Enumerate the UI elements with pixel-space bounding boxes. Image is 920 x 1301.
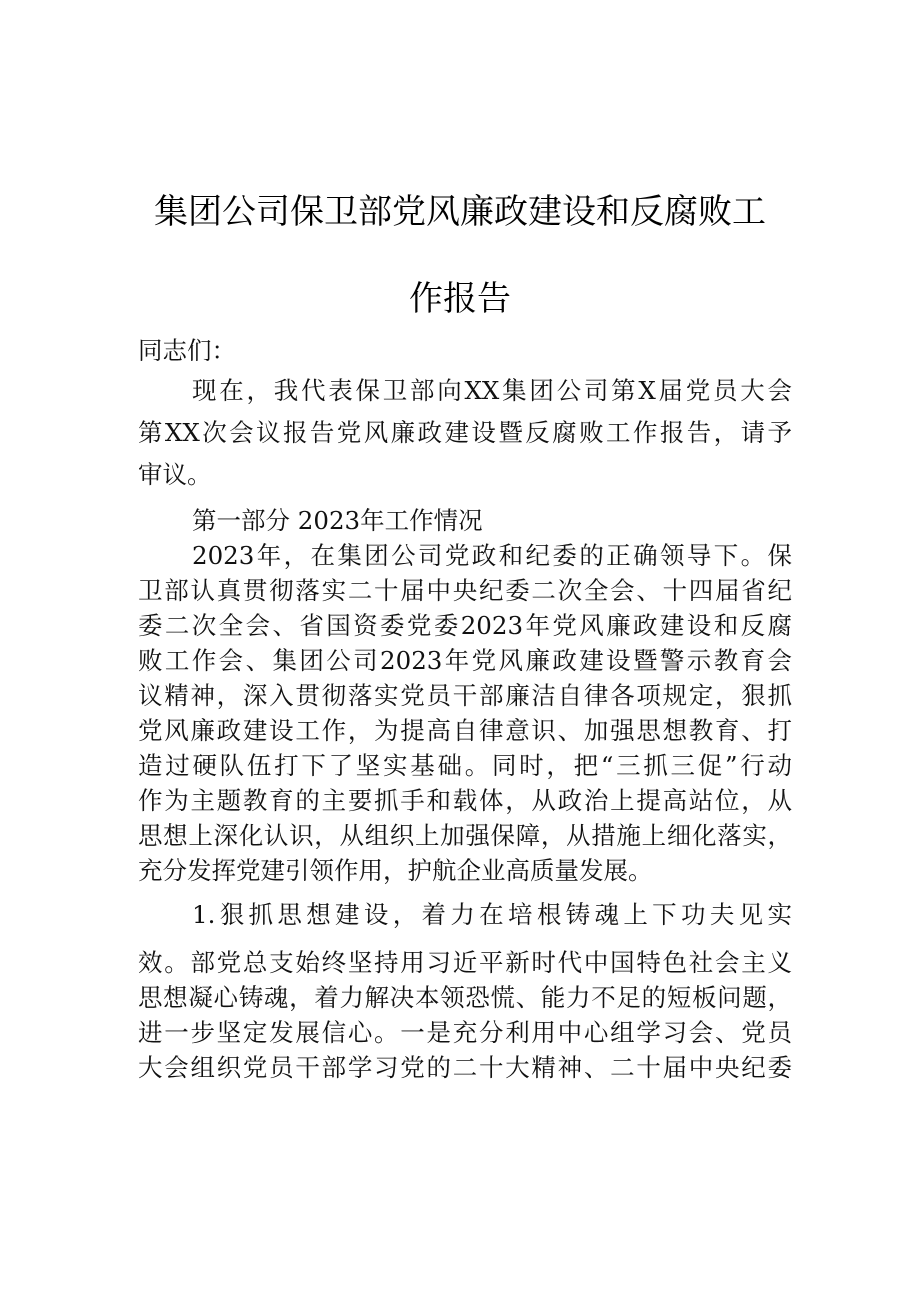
section-paragraph-line: 党风廉政建设工作，为提高自律意识、加强思想教育、打	[138, 716, 792, 745]
section-paragraph-line: 充分发挥党建引领作用，护航企业高质量发展。	[138, 856, 653, 885]
salutation: 同志们：	[138, 336, 236, 365]
document-title-line-1: 集团公司保卫部党风廉政建设和反腐败工	[154, 192, 766, 232]
section-paragraph-line: 议精神，深入贯彻落实党员干部廉洁自律各项规定，狠抓	[138, 681, 792, 710]
intro-line: 审议。	[138, 460, 212, 489]
section-paragraph-line: 2023年，在集团公司党政和纪委的正确领导下。保	[192, 541, 792, 570]
section-paragraph-line: 思想上深化认识，从组织上加强保障，从措施上细化落实，	[138, 821, 792, 850]
item-1-paragraph-line: 进一步坚定发展信心。一是充分利用中心组学习会、党员	[138, 1018, 792, 1047]
document-title-line-2: 作报告	[409, 279, 511, 319]
item-1-paragraph-line: 效。部党总支始终坚持用习近平新时代中国特色社会主义	[138, 948, 792, 977]
section-heading: 第一部分 2023年工作情况	[192, 506, 483, 535]
section-paragraph-line: 作为主题教育的主要抓手和载体，从政治上提高站位，从	[138, 786, 792, 815]
intro-line: 现在，我代表保卫部向XX集团公司第X届党员大会	[192, 376, 792, 405]
item-1-heading: 1.狠抓思想建设，着力在培根铸魂上下功夫见实	[192, 900, 792, 929]
item-1-paragraph-line: 思想凝心铸魂，着力解决本领恐慌、能力不足的短板问题，	[138, 983, 792, 1012]
item-1-paragraph-line: 大会组织党员干部学习党的二十大精神、二十届中央纪委	[138, 1053, 792, 1082]
intro-line: 第XX次会议报告党风廉政建设暨反腐败工作报告，请予	[138, 418, 792, 447]
section-paragraph-line: 败工作会、集团公司2023年党风廉政建设暨警示教育会	[138, 646, 792, 675]
section-paragraph-line: 造过硬队伍打下了坚实基础。同时，把“三抓三促”行动	[138, 751, 792, 780]
section-paragraph-line: 委二次全会、省国资委党委2023年党风廉政建设和反腐	[138, 611, 792, 640]
section-paragraph-line: 卫部认真贯彻落实二十届中央纪委二次全会、十四届省纪	[138, 576, 792, 605]
